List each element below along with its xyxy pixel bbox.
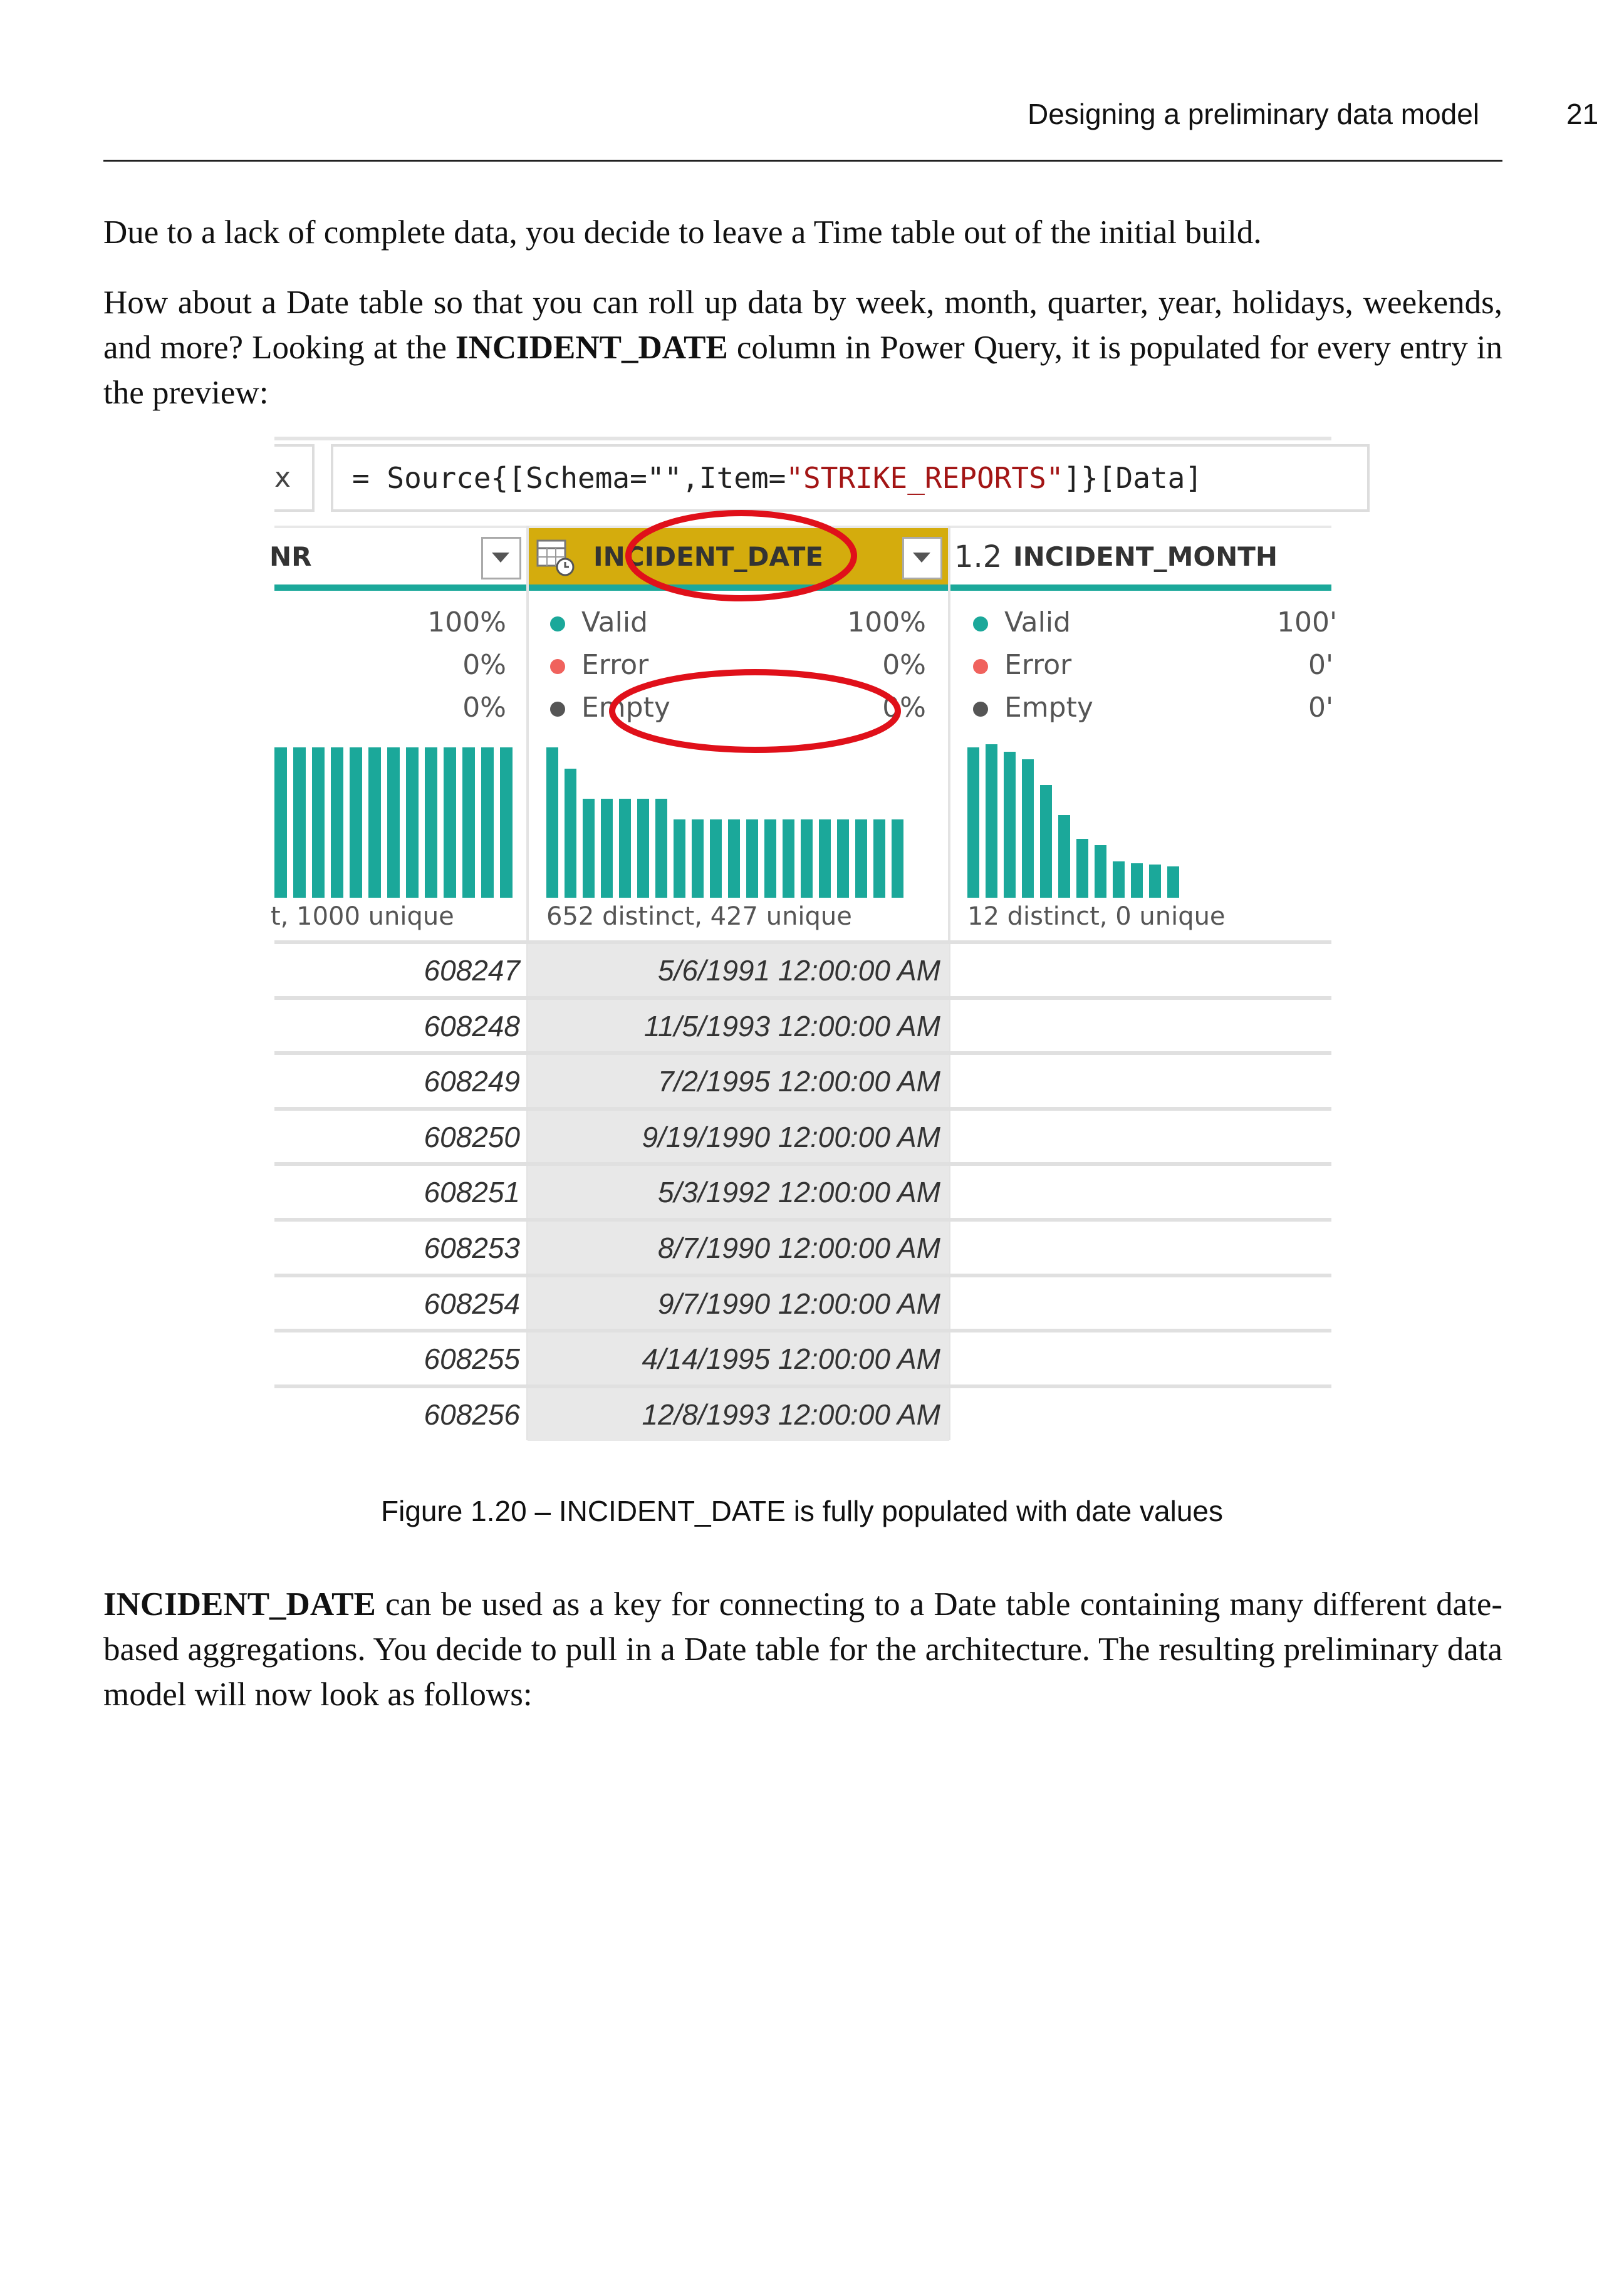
para3-text: can be used as a key for connecting to a Date table containing many different date-based aggregations. You decide to pull in a Date table for the architecture. The resulting preliminary data model will now look as follows: <box>103 1586 1502 1713</box>
para2-text-end: column in Power Query, it is populated for every entry in the preview: <box>103 330 1502 411</box>
empty-pct: 0% <box>462 692 506 724</box>
formula-string: "STRIKE_REPORTS" <box>786 461 1064 495</box>
valid-label: Valid <box>1004 606 1071 638</box>
nr-cell: 608249 <box>424 1065 520 1098</box>
incident-date-value: 5/3/1992 12:00:00 AM <box>658 1176 940 1209</box>
valid-pct: 100% <box>427 606 506 638</box>
nr-cell: 608254 <box>424 1287 520 1320</box>
paragraph-3 <box>103 1582 1502 1717</box>
annotation-overlay <box>274 437 1334 1439</box>
figure-caption: Figure 1.20 – INCIDENT_DATE is fully populated with date values <box>381 1495 1223 1527</box>
header-rule <box>103 160 1502 162</box>
column-name: INCIDENT_MONTH <box>1013 541 1278 572</box>
power-query-screenshot <box>269 437 1338 1439</box>
valid-label: Valid <box>581 606 648 638</box>
valid-pct: 100% <box>847 606 926 638</box>
column-name: NR <box>269 541 312 572</box>
incident-date-value: 9/19/1990 12:00:00 AM <box>642 1120 940 1153</box>
para2-bold: INCIDENT_DATE <box>455 330 728 366</box>
empty-label: Empty <box>1004 692 1093 724</box>
distinct-count: t, 1000 unique <box>271 902 454 931</box>
para2-text: How about a Date table so that you can roll up data by week, month, quarter, year, holidays, weekends, and more? Looking at the <box>103 284 1502 366</box>
incident-date-value: 4/14/1995 12:00:00 AM <box>642 1343 940 1376</box>
empty-pct: 0% <box>882 692 926 724</box>
incident-date-value: 11/5/1993 12:00:00 AM <box>643 1009 940 1042</box>
nr-cell: 608255 <box>424 1343 520 1376</box>
nr-cell: 608253 <box>424 1232 520 1264</box>
error-pct: 0% <box>882 649 926 681</box>
paragraph-1: Due to a lack of complete data, you decide to leave a Time table out of the initial build. <box>103 214 1262 251</box>
nr-cell: 608251 <box>424 1176 520 1209</box>
error-pct: 0% <box>462 649 506 681</box>
empty-pct: 0' <box>1308 692 1334 724</box>
annotation-ellipse-empty <box>612 672 898 750</box>
valid-pct: 100' <box>1277 606 1338 638</box>
incident-date-value: 5/6/1991 12:00:00 AM <box>658 954 940 987</box>
distinct-count: 652 distinct, 427 unique <box>546 902 852 931</box>
error-label: Error <box>1004 649 1072 681</box>
annotation-ellipse-header <box>628 513 854 598</box>
incident-date-value: 12/8/1993 12:00:00 AM <box>642 1398 940 1431</box>
running-header: Designing a preliminary data model <box>1028 98 1480 130</box>
fx-label: x <box>274 444 315 512</box>
nr-cell: 608250 <box>424 1120 520 1153</box>
paragraph-2 <box>103 280 1502 415</box>
nr-cell: 608256 <box>424 1398 520 1431</box>
nr-cell: 608248 <box>424 1009 520 1042</box>
empty-label: Empty <box>581 692 670 724</box>
incident-date-value: 9/7/1990 12:00:00 AM <box>658 1287 940 1320</box>
incident-date-value: 7/2/1995 12:00:00 AM <box>658 1065 940 1098</box>
incident-date-value: 8/7/1990 12:00:00 AM <box>658 1232 940 1264</box>
para3-bold: INCIDENT_DATE <box>103 1586 376 1623</box>
error-label: Error <box>581 649 649 681</box>
decimal-type-icon: 1.2 <box>954 539 1002 574</box>
formula-prefix: = Source{[Schema="",Item= <box>352 461 786 495</box>
nr-cell: 608247 <box>424 954 520 987</box>
page-number: 21 <box>1566 98 1599 130</box>
distinct-count: 12 distinct, 0 unique <box>967 902 1226 931</box>
formula-suffix: ]}[Data] <box>1063 461 1203 495</box>
error-pct: 0' <box>1308 649 1334 681</box>
column-name: INCIDENT_DATE <box>593 541 824 572</box>
